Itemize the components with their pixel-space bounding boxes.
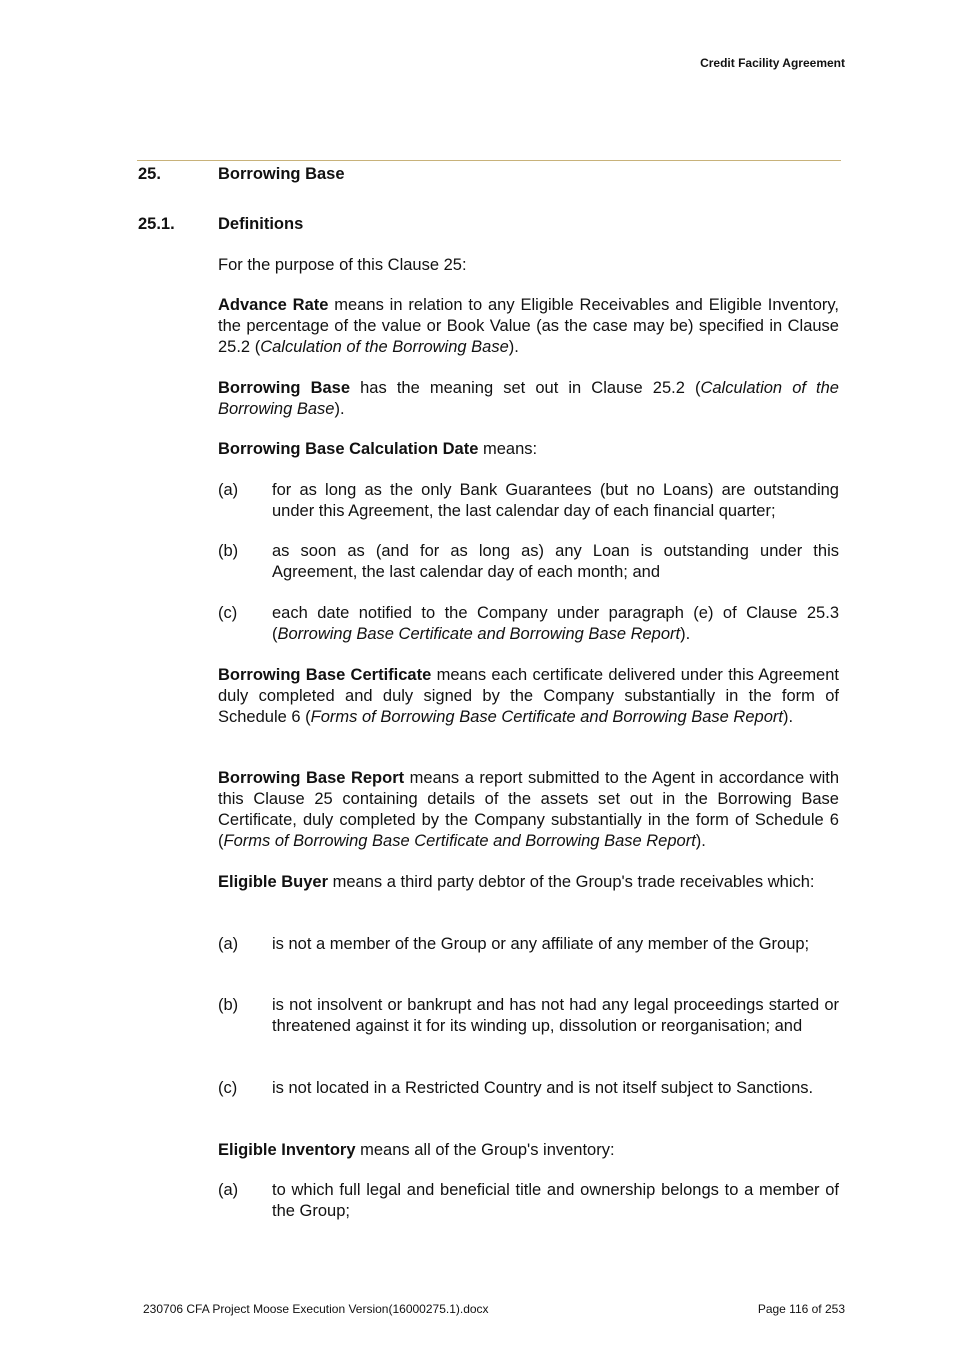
list-item-label: (a) xyxy=(218,1181,239,1199)
clause-reference: Calculation of the Borrowing Base xyxy=(218,379,839,418)
list-item-text: for as long as the only Bank Guarantees (but no Loans) are outstanding under this Agreement, the last calendar day of each financial quarter; xyxy=(272,481,839,520)
defined-term: Advance Rate xyxy=(218,296,329,314)
defined-term: Borrowing Base Certificate xyxy=(218,666,432,684)
definition-calculation-date xyxy=(218,439,839,460)
definition-text: means a report submitted to the Agent in accordance with this Clause 25 containing details of the assets set out in the Borrowing Base Certificate, duly completed by the Company substantially in the form of Schedule 6 ( xyxy=(218,769,840,850)
definition-text: means: xyxy=(478,440,538,458)
list-item-body: each date notified to the Company under paragraph (e) of Clause 25.3 ( xyxy=(272,604,839,643)
clause-reference: Forms of Borrowing Base Certificate and Borrowing Base Report xyxy=(223,832,696,850)
definition-advance-rate xyxy=(218,295,839,358)
clause-reference: Calculation of the Borrowing Base xyxy=(260,338,509,356)
definition-tail: ). xyxy=(782,708,794,726)
clause-reference: Forms of Borrowing Base Certificate and Borrowing Base Report xyxy=(310,708,783,726)
definition-eligible-inventory xyxy=(218,1140,839,1161)
defined-term: Borrowing Base xyxy=(218,379,351,397)
intro-paragraph xyxy=(218,255,839,276)
definition-borrowing-base xyxy=(218,378,839,420)
list-item-label: (b) xyxy=(218,542,239,560)
list-item-label: (a) xyxy=(218,935,239,953)
list-item-label: (b) xyxy=(218,996,239,1014)
definition-text: means in relation to any Eligible Receivables and Eligible Inventory, the percentage of the value or Book Value (as the case may be) specified in Clause 25.2 ( xyxy=(218,296,839,356)
subsection-number: 25.1. xyxy=(138,215,175,233)
definition-eligible-buyer xyxy=(218,872,839,893)
defined-term: Eligible Inventory xyxy=(218,1141,356,1159)
list-item-text xyxy=(272,603,839,645)
list-item-text: is not located in a Restricted Country and is not itself subject to Sanctions. xyxy=(272,1079,814,1097)
section-number: 25. xyxy=(138,165,161,183)
list-item-label: (c) xyxy=(218,604,238,622)
clause-reference: Borrowing Base Certificate and Borrowing Base Report xyxy=(277,625,681,643)
list-item-text: to which full legal and beneficial title and ownership belongs to a member of the Group; xyxy=(272,1181,839,1220)
definition-text: means a third party debtor of the Group's trade receivables which: xyxy=(328,873,815,891)
definition-tail: ). xyxy=(508,338,519,356)
subsection-title: Definitions xyxy=(218,215,304,233)
running-header: Credit Facility Agreement xyxy=(700,56,845,70)
defined-term: Borrowing Base Calculation Date xyxy=(218,440,479,458)
footer-page-number: Page 116 of 253 xyxy=(757,1302,845,1316)
defined-term: Borrowing Base Report xyxy=(218,769,405,787)
section-title: Borrowing Base xyxy=(218,165,345,183)
list-item-text: is not a member of the Group or any affiliate of any member of the Group; xyxy=(272,935,810,953)
definition-tail: ). xyxy=(695,832,706,850)
intro-text: For the purpose of this Clause 25: xyxy=(218,256,467,274)
footer-filename: 230706 CFA Project Moose Execution Version(16000275.1).docx xyxy=(143,1302,489,1316)
definition-certificate xyxy=(218,665,839,728)
definition-text: means each certificate delivered under this Agreement duly completed and duly signed by the Company substantially in the form of Schedule 6 ( xyxy=(218,666,839,726)
definition-report xyxy=(218,768,839,852)
definition-text: has the meaning set out in Clause 25.2 ( xyxy=(350,379,701,397)
header-rule xyxy=(137,160,841,161)
list-item-label: (a) xyxy=(218,481,239,499)
list-item-tail: ). xyxy=(680,625,691,643)
definition-text: means all of the Group's inventory: xyxy=(355,1141,615,1159)
list-item-text: is not insolvent or bankrupt and has not had any legal proceedings started or threatened against it for its winding up, dissolution or reorganisation; and xyxy=(272,996,839,1035)
list-item-text: as soon as (and for as long as) any Loan is outstanding under this Agreement, the last calendar day of each month; and xyxy=(272,542,839,581)
defined-term: Eligible Buyer xyxy=(218,873,329,891)
list-item-label: (c) xyxy=(218,1079,238,1097)
definition-tail: ). xyxy=(334,400,345,418)
